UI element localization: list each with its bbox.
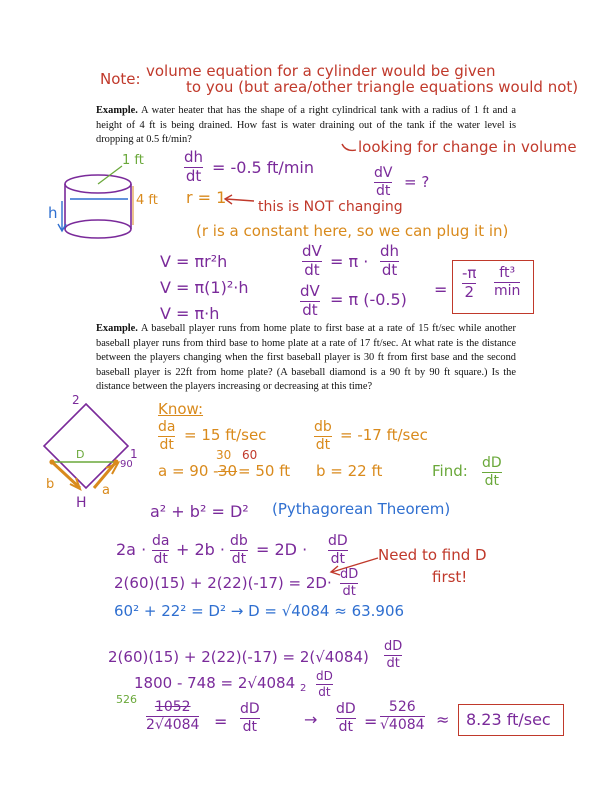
find-label: Find: bbox=[432, 462, 468, 480]
label-height: 4 ft bbox=[136, 193, 158, 208]
note-line2: to you (but area/other triangle equations would not) bbox=[186, 78, 579, 96]
label-radius: 1 ft bbox=[122, 153, 144, 168]
looking-for-volume: looking for change in volume bbox=[358, 138, 577, 156]
note-line1: volume equation for a cylinder would be given bbox=[146, 62, 496, 80]
deriv-lhs: 2a · bbox=[116, 540, 147, 559]
deriv-da-dt: da dt bbox=[152, 533, 170, 567]
dh-value: = -0.5 ft/min bbox=[212, 158, 314, 177]
final-equals-1: = bbox=[214, 712, 228, 731]
final-dD-dt-2: dD dt bbox=[336, 701, 356, 735]
diamond-label-b: b bbox=[46, 477, 55, 492]
not-changing: this is NOT changing bbox=[258, 199, 403, 215]
deriv-db-dt: db dt bbox=[230, 533, 248, 567]
a-struck-30: 30 bbox=[216, 448, 232, 462]
dh-dt: dh dt bbox=[184, 148, 204, 185]
volume-eq-3: V = π·h bbox=[160, 304, 220, 323]
first-note: first! bbox=[432, 568, 468, 586]
pythagorean-eq: a² + b² = D² bbox=[150, 502, 249, 521]
deriv-eq: = 2D · bbox=[256, 540, 308, 559]
deriv-dD-dt: dD dt bbox=[328, 533, 348, 567]
line-1800-sub: 2 bbox=[300, 683, 307, 694]
diamond-base-2: 2 bbox=[72, 393, 80, 407]
da-dt: da dt bbox=[158, 419, 176, 453]
diamond-label-a: a bbox=[102, 483, 110, 498]
a-struck-value: 30 bbox=[218, 462, 238, 480]
sub2-dD-dt: dD dt bbox=[384, 639, 403, 671]
dv-unknown: = ? bbox=[404, 173, 430, 191]
answer-equals: = bbox=[434, 280, 448, 299]
diamond-home: H bbox=[76, 495, 87, 511]
find-dD-dt: dD dt bbox=[482, 455, 502, 489]
need-find-D: Need to find D bbox=[378, 546, 487, 564]
deriv-mid: + 2b · bbox=[176, 540, 225, 559]
rel1-rhs: = π · bbox=[330, 252, 369, 271]
a-replacement: 60 bbox=[242, 448, 258, 462]
example2-heading: Example. bbox=[96, 323, 138, 334]
pythagorean-note: (Pythagorean Theorem) bbox=[272, 500, 451, 518]
line-1800: 1800 - 748 = 2√4084 bbox=[134, 674, 296, 692]
substitution-2: 2(60)(15) + 2(22)(-17) = 2(√4084) bbox=[108, 648, 369, 666]
answer-value: -π 2 bbox=[462, 264, 477, 301]
final-arrow: → bbox=[304, 710, 318, 729]
line-1800-dD-dt: dD dt bbox=[316, 669, 333, 699]
a-equation: a = 90 - bbox=[158, 462, 219, 480]
final-approx: ≈ bbox=[436, 710, 450, 729]
example2-body: A baseball player runs from home plate to first base at a rate of 15 ft/sec while another baseball player runs from third base to home plate at a rate of 17 ft/sec. At what rate is the distance between the players changing when the first baseball player is 30 ft from first base and the second baseball player is 22ft from home plate? (A baseball diamond is a 90 ft by 90 ft square.) Is the distance between the players increasing or decreasing at this time? bbox=[96, 323, 516, 393]
solve-D: 60² + 22² = D² → D = √4084 ≈ 63.906 bbox=[114, 602, 405, 620]
dv-dt: dV dt bbox=[374, 165, 393, 199]
rel1-dh-dt: dh dt bbox=[380, 242, 400, 279]
answer-unit: ft³ min bbox=[494, 265, 521, 299]
db-dt: db dt bbox=[314, 419, 332, 453]
b-equation: b = 22 ft bbox=[316, 462, 383, 480]
example1-heading: Example. bbox=[96, 105, 138, 116]
diamond-label-D: D bbox=[76, 448, 85, 461]
final-fraction-2: 526 √4084 bbox=[380, 699, 425, 733]
sub1-dD-dt: dD dt bbox=[340, 567, 359, 599]
a-tail: = 50 ft bbox=[238, 462, 291, 480]
constant-note: (r is a constant here, so we can plug it in) bbox=[196, 222, 509, 240]
rel2-dv-dt: dV dt bbox=[300, 282, 320, 319]
volume-eq-2: V = π(1)²·h bbox=[160, 278, 249, 297]
rel2-rhs: = π (-0.5) bbox=[330, 290, 407, 309]
substitution-1: 2(60)(15) + 2(22)(-17) = 2D· bbox=[114, 574, 332, 592]
db-value: = -17 ft/sec bbox=[340, 426, 428, 444]
final-fraction-1: 1052 2√4084 bbox=[146, 699, 200, 733]
rel1-dv-dt: dV dt bbox=[302, 242, 322, 279]
final-dD-dt-1: dD dt bbox=[240, 701, 260, 735]
note-label: Note: bbox=[100, 70, 141, 88]
small-526: 526 bbox=[116, 693, 137, 706]
final-answer: 8.23 ft/sec bbox=[466, 710, 551, 729]
final-equals-2: = bbox=[364, 712, 378, 731]
diamond-base-1: 1 bbox=[130, 447, 138, 461]
know-label: Know: bbox=[158, 400, 204, 418]
example1-body: A water heater that has the shape of a right cylindrical tank with a radius of 1 ft and a height of 4 ft is being drained. How fast is water draining out of the tank if the water level is dropping at 0.5 ft/min? bbox=[96, 105, 516, 146]
da-value: = 15 ft/sec bbox=[184, 426, 267, 444]
diamond-label-90: 90 bbox=[120, 459, 133, 470]
label-h: h bbox=[48, 204, 58, 222]
r-equation: r = 1 bbox=[186, 188, 227, 207]
volume-eq-1: V = πr²h bbox=[160, 252, 228, 271]
